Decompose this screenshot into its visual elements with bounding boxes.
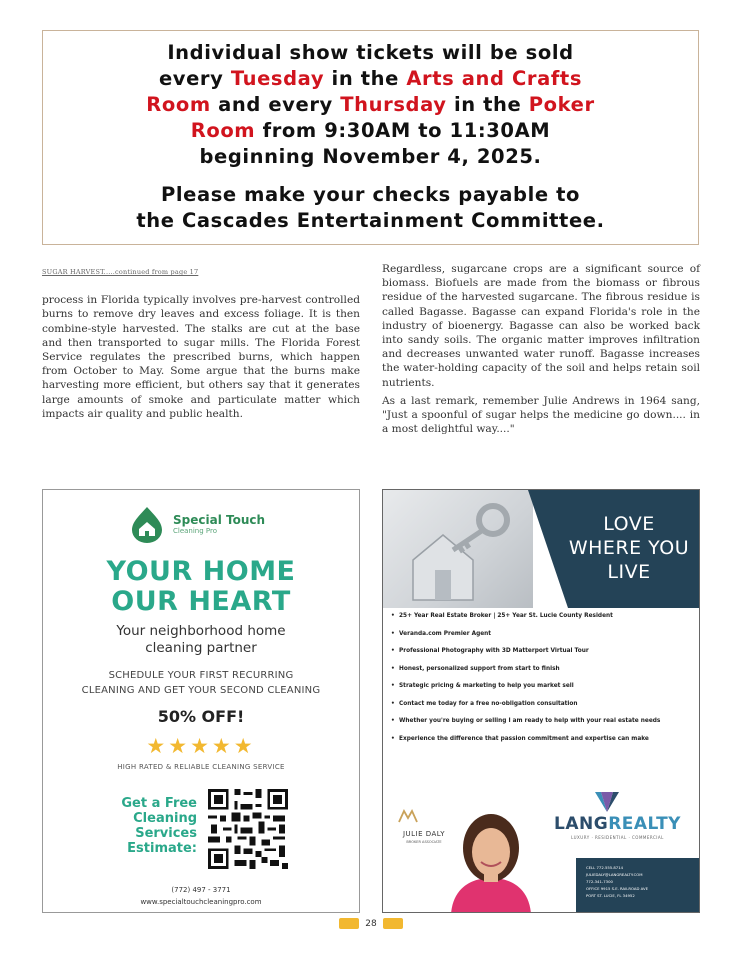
list-item: • Contact me today for a free no-obligation consultation <box>391 700 696 708</box>
list-item: • Honest, personalized support from start to finish <box>391 665 696 673</box>
notice-line-4 <box>43 118 698 144</box>
lang-realty-wordmark <box>535 814 700 834</box>
article-paragraph: As a last remark, remember Julie Andrews in 1964 sang, "Just a spoonful of sugar helps the medicine go down.... in a most delightful way...." <box>382 394 700 436</box>
article-column-left <box>42 265 360 425</box>
brand-name: Special Touch <box>173 512 266 527</box>
page-number-text: 28 <box>365 919 377 929</box>
tagline <box>43 623 359 657</box>
agent-name: JULIE DALY <box>402 830 446 838</box>
estimate-line: Get a Free <box>121 796 197 811</box>
schedule-line: CLEANING AND GET YOUR SECOND CLEANING <box>81 685 321 696</box>
list-item: • Whether you're buying or selling I am ready to help with your real estate needs <box>391 717 696 725</box>
headline-your-home: YOUR HOME <box>106 556 296 587</box>
contact-line[interactable]: 772-341-7300 <box>586 879 613 884</box>
love-where-you-live <box>555 512 700 584</box>
cleaning-website[interactable]: www.specialtouchcleaningpro.com <box>140 898 262 906</box>
free-estimate-text <box>107 796 197 856</box>
cleaning-phone[interactable]: (772) 497 - 3771 <box>171 886 231 894</box>
article-paragraph: Regardless, sugarcane crops are a significant source of biomass. Biofuels are made from the biomass or fibrous residue of the harvested sugarcane. The fibrous residue is called Bagasse. Bagasse can expand Florida's role in the industry of bioenergy. Bagasse can also be worked back into sandy soils. The organic matter improves infiltration and decreases unwanted water runoff. Bagasse increases the water-holding capacity of the soil and helps retain soil nutrients. <box>382 263 700 389</box>
lang-subtitle: LUXURY · RESIDENTIAL · COMMERCIAL <box>571 835 664 840</box>
estimate-line: Estimate: <box>127 841 197 856</box>
house-drop-icon <box>127 504 167 544</box>
ticket-notice <box>42 30 699 245</box>
star-rating-icon: ★★★★★ <box>146 734 256 758</box>
article-column-right <box>382 262 700 440</box>
notice-text: every <box>158 67 231 90</box>
page-tab-right-icon <box>383 918 403 929</box>
notice-text: Individual show tickets will be sold <box>167 41 574 64</box>
notice-text: beginning November 4, 2025. <box>199 145 542 168</box>
cleaning-brand <box>127 504 265 544</box>
lang-realty-logo-icon <box>593 790 621 814</box>
estimate-line: Cleaning <box>133 811 197 826</box>
list-item: • Veranda.com Premier Agent <box>391 630 696 638</box>
love-line: WHERE YOU <box>568 537 690 559</box>
notice-text: from 9:30AM to 11:30AM <box>255 119 551 142</box>
notice-text: the Cascades Entertainment Committee. <box>136 209 605 232</box>
notice-pay-line-1 <box>43 182 698 208</box>
list-item: • 25+ Year Real Estate Broker | 25+ Year St. Lucie County Resident <box>391 612 696 620</box>
julie-daly-logo-icon <box>397 808 419 824</box>
notice-highlight-thursday: Thursday <box>340 93 447 116</box>
tagline-line: cleaning partner <box>145 640 257 656</box>
qr-code-icon[interactable] <box>205 786 291 872</box>
discount-text: 50% OFF! <box>157 707 245 726</box>
realty-bullet-list <box>391 612 696 752</box>
agent-portrait <box>431 808 551 913</box>
love-line: LOVE <box>603 513 655 535</box>
notice-pay-line-2 <box>43 208 698 234</box>
love-line: LIVE <box>607 561 651 583</box>
notice-line-2 <box>43 66 698 92</box>
house-keys-photo <box>383 490 533 608</box>
agent-title: BROKER ASSOCIATE <box>406 840 442 844</box>
lang-word: LANG <box>554 814 609 834</box>
notice-text: in the <box>446 93 529 116</box>
list-item: • Experience the difference that passion commitment and expertise can make <box>391 735 696 743</box>
realty-ad[interactable] <box>382 489 700 913</box>
contact-line[interactable]: JULIEDALY@LANGREALTY.COM <box>586 872 643 877</box>
list-item: • Professional Photography with 3D Matterport Virtual Tour <box>391 647 696 655</box>
brand-text <box>173 514 265 535</box>
notice-line-3 <box>43 92 698 118</box>
list-item: • Strategic pricing & marketing to help you market sell <box>391 682 696 690</box>
notice-highlight-poker: Poker <box>528 93 595 116</box>
notice-text: and every <box>210 93 341 116</box>
agent-contact-box[interactable] <box>576 858 700 913</box>
headline-our-heart: OUR HEART <box>111 586 291 617</box>
schedule-offer <box>43 668 359 698</box>
notice-line-5 <box>43 144 698 170</box>
notice-highlight-arts-crafts: Arts and Crafts <box>406 67 583 90</box>
notice-line-1 <box>43 40 698 66</box>
schedule-line: SCHEDULE YOUR FIRST RECURRING <box>108 670 294 681</box>
page-tab-left-icon <box>339 918 359 929</box>
brand-sub: Cleaning Pro <box>173 526 218 535</box>
contact-line: PORT ST. LUCIE, FL 34952 <box>586 893 635 898</box>
house-key-icon <box>383 490 533 608</box>
notice-text: Please make your checks payable to <box>160 183 581 206</box>
notice-highlight-tuesday: Tuesday <box>230 67 325 90</box>
continued-label[interactable]: SUGAR HARVEST.....continued from page 17 <box>42 268 199 276</box>
page-number <box>0 918 742 929</box>
notice-highlight-room: Room <box>146 93 211 116</box>
notice-text: in the <box>324 67 407 90</box>
rated-text: HIGH RATED & RELIABLE CLEANING SERVICE <box>117 763 285 771</box>
cleaning-ad[interactable] <box>42 489 360 913</box>
realty-word: REALTY <box>608 814 681 834</box>
contact-line: OFFICE 9915 S.E. RAILROAD AVE <box>586 886 648 891</box>
tagline-line: Your neighborhood home <box>116 623 286 639</box>
notice-highlight-room: Room <box>190 119 256 142</box>
article-paragraph: process in Florida typically involves pre-harvest controlled burns to remove dry leaves and excess foliage. It is then combine-style harvested. The stalks are cut at the base and then transported to sugar mills. The Florida Forest Service regulates the prescribed burns, which happen from October to May. Some argue that the burns make harvesting more efficient, but others say that it generates large amounts of smoke and particulate matter which impacts air quality and public health. <box>42 294 360 420</box>
contact-line[interactable]: CELL 772.555.8714 <box>586 865 624 870</box>
estimate-line: Services <box>135 826 197 841</box>
